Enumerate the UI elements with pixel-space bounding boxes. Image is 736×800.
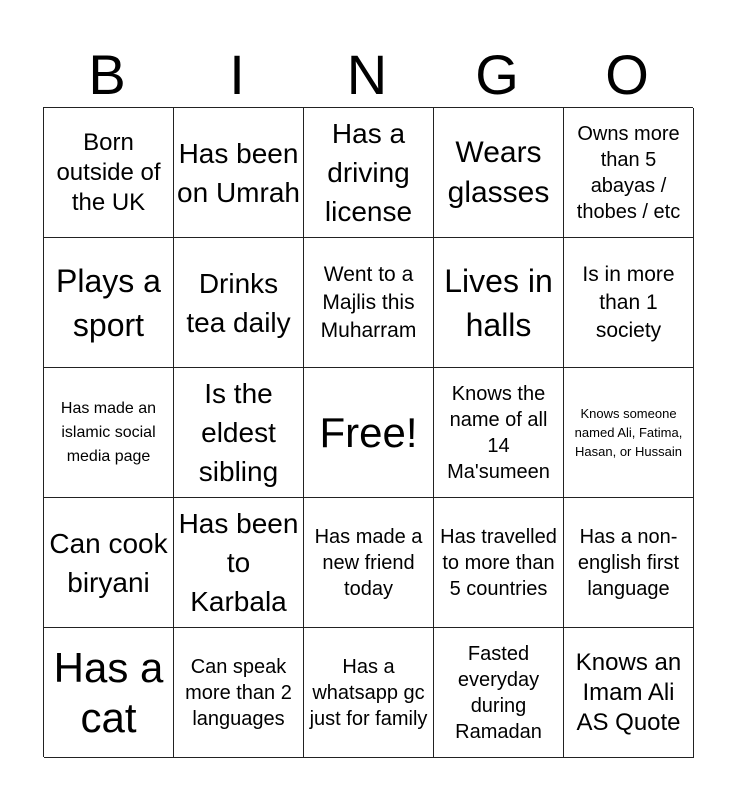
cell-text: Can speak more than 2 languages xyxy=(185,655,292,730)
bingo-cell[interactable] xyxy=(44,498,174,628)
cell-text: Has a cat xyxy=(53,643,164,741)
bingo-cell[interactable] xyxy=(44,628,174,758)
header-letter-g: G xyxy=(475,43,521,106)
cell-text: Knows someone named Ali, Fatima, Hasan, or Hussain xyxy=(574,406,683,459)
cell-text: Has made a new friend today xyxy=(314,525,423,600)
cell-text: Fasted everyday during Ramadan xyxy=(455,642,542,743)
cell-text: Has been to Karbala xyxy=(178,508,299,617)
bingo-cell[interactable] xyxy=(44,368,174,498)
cell-text: Lives in halls xyxy=(444,262,553,343)
bingo-cell[interactable] xyxy=(304,238,434,368)
bingo-cell[interactable] xyxy=(304,628,434,758)
bingo-cell[interactable] xyxy=(564,628,694,758)
bingo-cell[interactable] xyxy=(44,238,174,368)
free-cell[interactable] xyxy=(304,368,434,498)
cell-text: Born outside of the UK xyxy=(56,128,161,216)
header-letter-n: N xyxy=(346,43,390,106)
cell-text: Has a whatsapp gc just for family xyxy=(309,655,428,730)
bingo-cell[interactable] xyxy=(174,628,304,758)
bingo-cell[interactable] xyxy=(434,368,564,498)
cell-text: Wears glasses xyxy=(447,135,550,209)
bingo-header xyxy=(43,42,693,108)
cell-text: Has a non-english first language xyxy=(577,525,680,600)
cell-text: Has been on Umrah xyxy=(177,137,300,208)
bingo-cell[interactable] xyxy=(174,108,304,238)
cell-text: Has made an islamic social media page xyxy=(60,399,157,465)
bingo-board xyxy=(43,107,693,757)
bingo-cell[interactable] xyxy=(44,108,174,238)
cell-text: Drinks tea daily xyxy=(186,267,291,338)
cell-text: Is in more than 1 society xyxy=(582,262,675,342)
bingo-cell[interactable] xyxy=(174,238,304,368)
bingo-cell[interactable] xyxy=(564,498,694,628)
cell-text: Has travelled to more than 5 countries xyxy=(440,525,557,600)
bingo-cell[interactable] xyxy=(434,238,564,368)
cell-text: Plays a sport xyxy=(56,262,161,343)
bingo-cell[interactable] xyxy=(434,628,564,758)
bingo-cell[interactable] xyxy=(564,368,694,498)
bingo-cell[interactable] xyxy=(304,498,434,628)
cell-text: Knows an Imam Ali AS Quote xyxy=(575,648,682,736)
bingo-cell[interactable] xyxy=(434,498,564,628)
header-letter-i: I xyxy=(229,43,247,106)
cell-text: Can cook biryani xyxy=(49,527,168,598)
bingo-cell[interactable] xyxy=(564,108,694,238)
cell-text: Went to a Majlis this Muharram xyxy=(320,262,417,342)
header-letter-o: O xyxy=(605,43,651,106)
bingo-cell[interactable] xyxy=(174,498,304,628)
header-letter-b: B xyxy=(88,43,128,106)
cell-text: Owns more than 5 abayas / thobes / etc xyxy=(576,122,681,223)
bingo-cell[interactable] xyxy=(304,108,434,238)
bingo-cell[interactable] xyxy=(434,108,564,238)
cell-text: Free! xyxy=(319,408,418,456)
cell-text: Has a driving license xyxy=(324,118,413,227)
bingo-cell[interactable] xyxy=(174,368,304,498)
cell-text: Is the eldest sibling xyxy=(198,378,279,487)
cell-text: Knows the name of all 14 Ma'sumeen xyxy=(447,382,550,483)
bingo-cell[interactable] xyxy=(564,238,694,368)
